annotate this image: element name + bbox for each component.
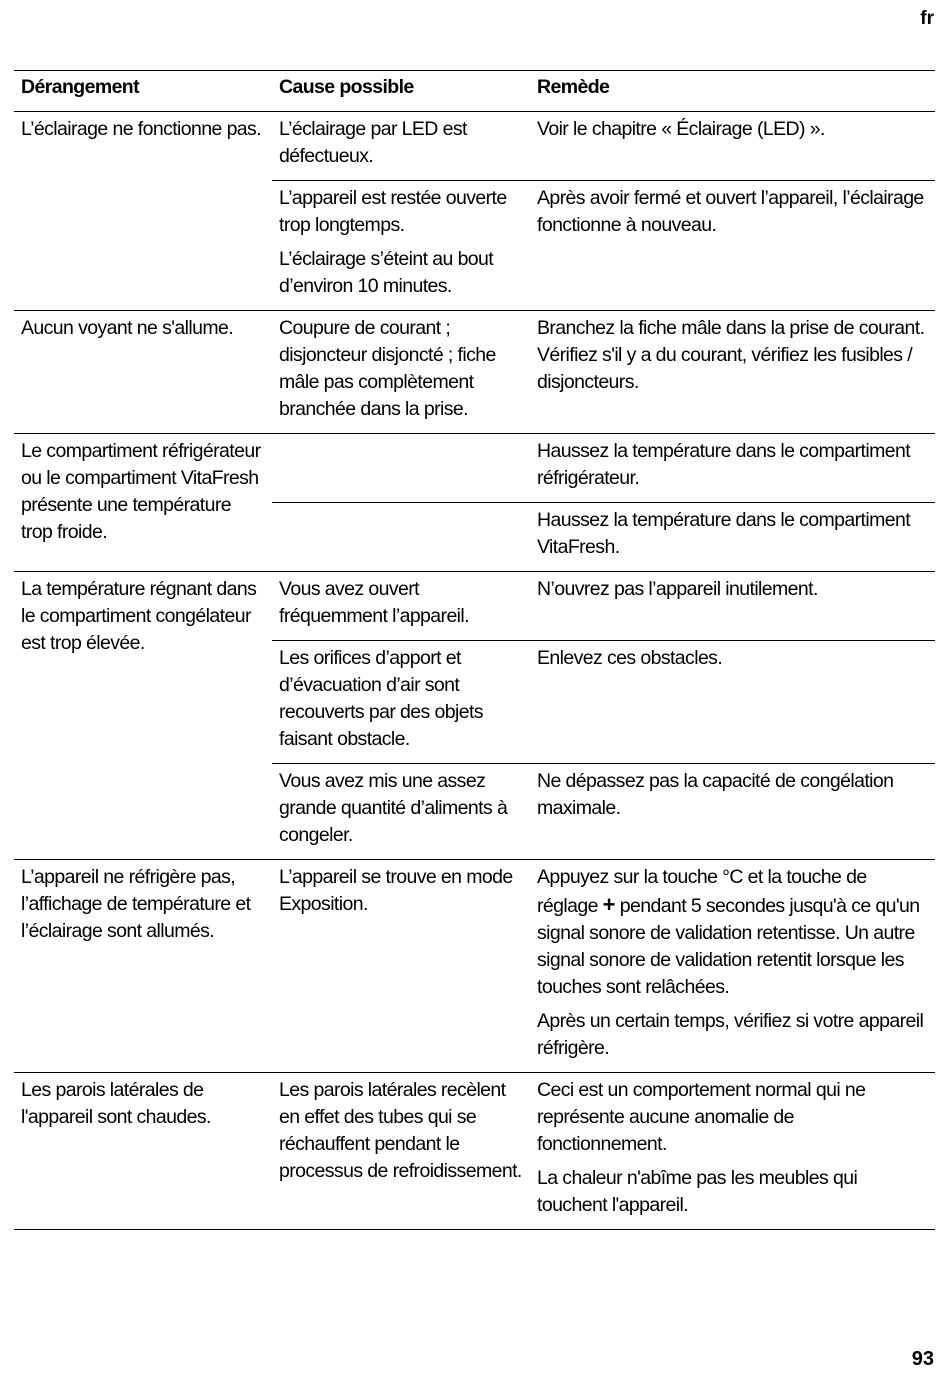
remedy-cell: Enlevez ces obstacles. <box>530 641 935 764</box>
table-header-row <box>14 71 935 112</box>
page-number: 93 <box>911 1348 934 1370</box>
problem-cell: La température régnant dans le compartiment congélateur est trop élevée. <box>14 572 272 860</box>
troubleshooting-table <box>14 70 935 1230</box>
remedy-cell: Voir le chapitre « Éclairage (LED) ». <box>530 112 935 181</box>
cause-cell: Les parois latérales recèlent en effet des tubes qui se réchauffent pendant le processus de refroidissement. <box>272 1073 530 1230</box>
table-row <box>14 1073 935 1230</box>
remedy-cell: Branchez la fiche mâle dans la prise de courant. Vérifiez s'il y a du courant, vérifiez les fusibles / disjoncteurs. <box>530 311 935 434</box>
cause-cell <box>272 503 530 572</box>
cause-cell <box>272 434 530 503</box>
cause-cell: L’appareil se trouve en mode Exposition. <box>272 860 530 1073</box>
plus-key-symbol: + <box>602 892 615 917</box>
problem-cell: L’éclairage ne fonctionne pas. <box>14 112 272 311</box>
header-derangement: Dérangement <box>14 71 272 112</box>
problem-cell: Aucun voyant ne s'allume. <box>14 311 272 434</box>
remedy-cell: Ne dépassez pas la capacité de congélation maximale. <box>530 764 935 860</box>
problem-cell: L’appareil ne réfrigère pas, l’affichage de température et l’éclairage sont allumés. <box>14 860 272 1073</box>
cause-cell: L’appareil est restée ouverte trop longtemps. L’éclairage s’éteint au bout d’environ 10 minutes. <box>272 181 530 311</box>
table-row <box>14 434 935 503</box>
remedy-cell: Haussez la température dans le compartiment réfrigérateur. <box>530 434 935 503</box>
remedy-cell: N’ouvrez pas l’appareil inutilement. <box>530 572 935 641</box>
cause-cell: L’éclairage par LED est défectueux. <box>272 112 530 181</box>
header-remede: Remède <box>530 71 935 112</box>
table-row <box>14 112 935 181</box>
problem-cell: Le compartiment réfrigérateur ou le compartiment VitaFresh présente une température trop froide. <box>14 434 272 572</box>
remedy-cell: Appuyez sur la touche °C et la touche de réglage + pendant 5 secondes jusqu'à ce qu'un signal sonore de validation retentisse. Un autre signal sonore de validation retentit lorsque les touches sont relâchées. Après un certain temps, vérifiez si votre appareil réfrigère. <box>530 860 935 1073</box>
language-tag: fr <box>920 8 934 29</box>
remedy-cell: Après avoir fermé et ouvert l’appareil, l’éclairage fonctionne à nouveau. <box>530 181 935 311</box>
remedy-cell: Haussez la température dans le compartiment VitaFresh. <box>530 503 935 572</box>
problem-cell: Les parois latérales de l'appareil sont chaudes. <box>14 1073 272 1230</box>
header-cause-possible: Cause possible <box>272 71 530 112</box>
cause-cell: Les orifices d’apport et d’évacuation d’air sont recouverts par des objets faisant obstacle. <box>272 641 530 764</box>
table-row <box>14 311 935 434</box>
cause-cell: Vous avez mis une assez grande quantité d’aliments à congeler. <box>272 764 530 860</box>
remedy-cell: Ceci est un comportement normal qui ne représente aucune anomalie de fonctionnement. La chaleur n'abîme pas les meubles qui touchent l'appareil. <box>530 1073 935 1230</box>
table-row <box>14 860 935 1073</box>
table-row <box>14 572 935 641</box>
cause-cell: Coupure de courant ; disjoncteur disjoncté ; fiche mâle pas complètement branchée dans la prise. <box>272 311 530 434</box>
cause-cell: Vous avez ouvert fréquemment l’appareil. <box>272 572 530 641</box>
